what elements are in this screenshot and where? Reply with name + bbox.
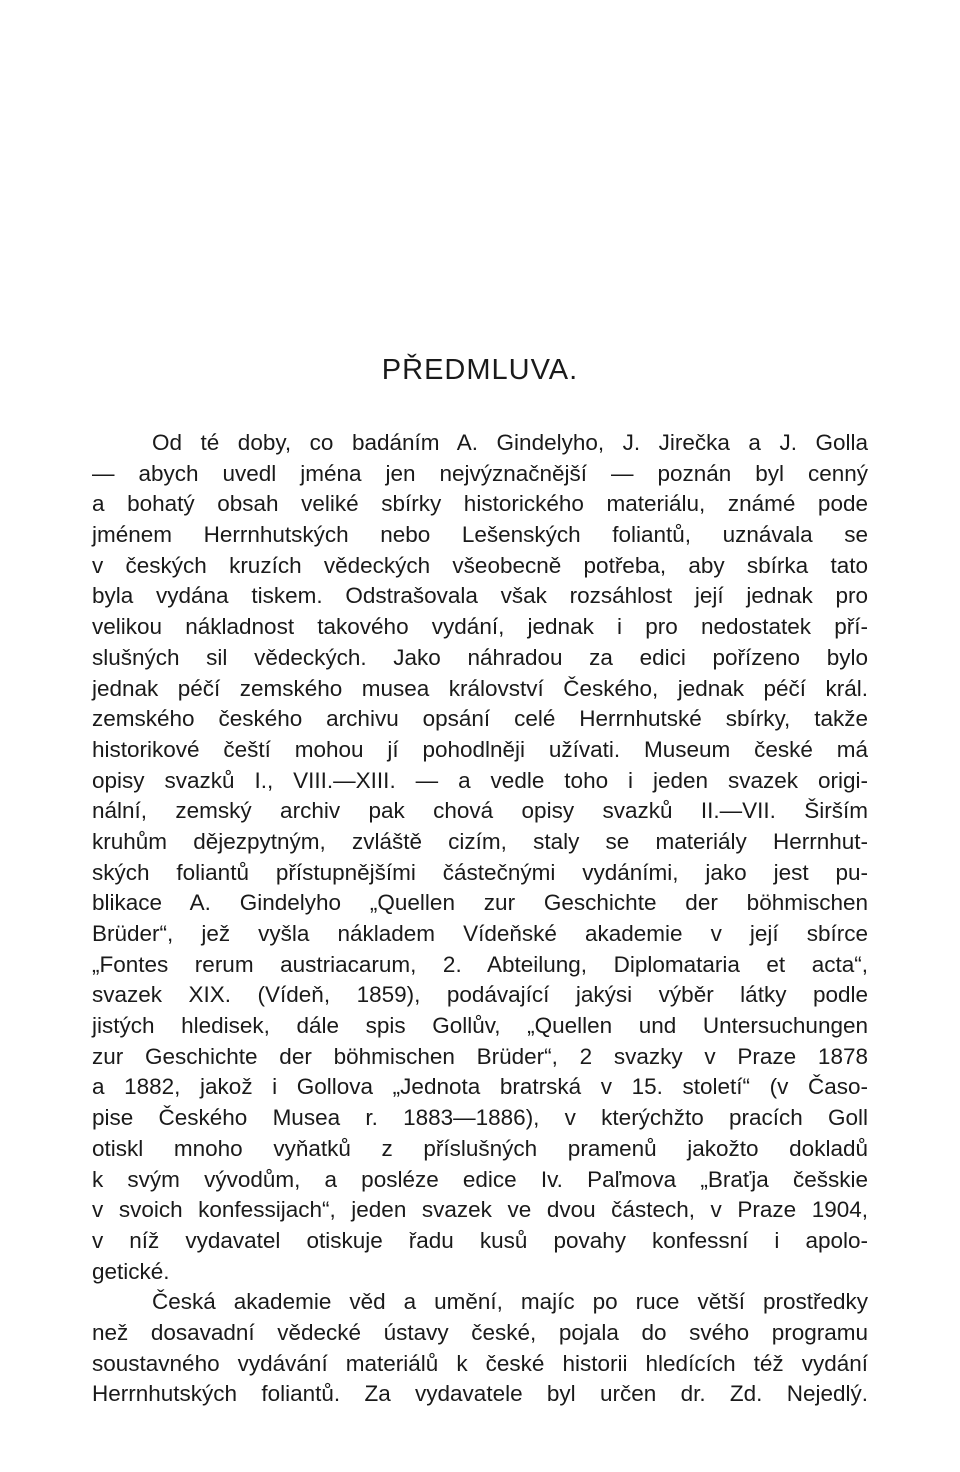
text-line: jménem Herrnhutských nebo Lešenských foliantů, uznávala se bbox=[92, 522, 868, 548]
text-line: k svým vývodům, a posléze edice Iv. Paľmova „Braťja češskie bbox=[92, 1166, 868, 1192]
text-line: — abych uvedl jména jen nejvýznačnější — poznán byl cenný bbox=[92, 460, 868, 486]
text-line: Česká akademie věd a umění, majíc po ruce větší prostředky bbox=[152, 1289, 868, 1315]
text-line: a 1882, jakož i Gollova „Jednota bratrská v 15. století“ (v Časo- bbox=[92, 1074, 868, 1100]
text-line: Brüder“, jež vyšla nákladem Vídeňské akademie v její sbírce bbox=[92, 921, 868, 946]
paragraph-1 bbox=[92, 428, 868, 1287]
text-line: historikové čeští mohou jí pohodlněji užívati. Museum české má bbox=[92, 736, 868, 762]
body-text bbox=[92, 428, 868, 1410]
text-line: opisy svazků I., VIII.—XIII. — a vedle toho i jeden svazek origi- bbox=[92, 767, 868, 793]
text-line: byla vydána tiskem. Odstrašovala však rozsáhlost její jednak pro bbox=[92, 583, 868, 609]
text-line: slušných sil vědeckých. Jako náhradou za edici pořízeno bylo bbox=[92, 644, 868, 670]
text-line: soustavného vydávání materiálů k české historii hledících též vydání bbox=[92, 1350, 868, 1376]
text-line: v českých kruzích vědeckých všeobecně potřeba, aby sbírka tato bbox=[92, 552, 868, 578]
page-title: PŘEDMLUVA. bbox=[381, 354, 579, 386]
text-line: nální, zemský archiv pak chová opisy svazků II.—VII. Širším bbox=[92, 798, 868, 824]
text-line: otiskl mnoho vyňatků z příslušných pramenů jakožto dokladů bbox=[92, 1135, 868, 1161]
text-line: kruhům dějezpytným, zvláště cizím, staly se materiály Herrnhut- bbox=[92, 828, 868, 854]
text-line: svazek XIX. (Vídeň, 1859), podávající jakýsi výběr látky podle bbox=[92, 982, 868, 1008]
text-line: „Fontes rerum austriacarum, 2. Abteilung, Diplomataria et acta“, bbox=[92, 951, 868, 977]
text-line: v svoich konfessijach“, jeden svazek ve dvou částech, v Praze 1904, bbox=[92, 1197, 868, 1223]
text-line: blikace A. Gindelyho „Quellen zur Geschichte der böhmischen bbox=[92, 890, 868, 916]
text-line: jistých hledisek, dále spis Gollův, „Quellen und Untersuchungen bbox=[92, 1013, 868, 1039]
text-line: než dosavadní vědecké ústavy české, pojala do svého programu bbox=[92, 1319, 868, 1345]
paragraph-2 bbox=[92, 1287, 868, 1410]
text-line: zur Geschichte der böhmischen Brüder“, 2 svazky v Praze 1878 bbox=[92, 1043, 868, 1069]
text-line: a bohatý obsah veliké sbírky historického materiálu, známé pode bbox=[92, 491, 868, 517]
text-line: zemského českého archivu opsání celé Herrnhutské sbírky, takže bbox=[92, 706, 868, 732]
text-line: Od té doby, co badáním A. Gindelyho, J. Jirečka a J. Golla bbox=[152, 430, 868, 455]
text-line: velikou nákladnost takového vydání, jednak i pro nedostatek pří- bbox=[92, 614, 868, 640]
document-page bbox=[92, 0, 868, 1472]
text-line: ských foliantů přístupnějšími částečnými vydáními, jako jest pu- bbox=[92, 859, 868, 885]
text-line: Herrnhutských foliantů. Za vydavatele byl určen dr. Zd. Nejedlý. bbox=[92, 1381, 868, 1407]
text-line: v níž vydavatel otiskuje řadu kusů povahy konfessní i apolo- bbox=[92, 1227, 868, 1253]
text-line: getické. bbox=[92, 1258, 170, 1284]
text-line: jednak péčí zemského musea království Českého, jednak péčí král. bbox=[92, 675, 868, 701]
text-line: pise Českého Musea r. 1883—1886), v kterýchžto pracích Goll bbox=[92, 1105, 868, 1131]
